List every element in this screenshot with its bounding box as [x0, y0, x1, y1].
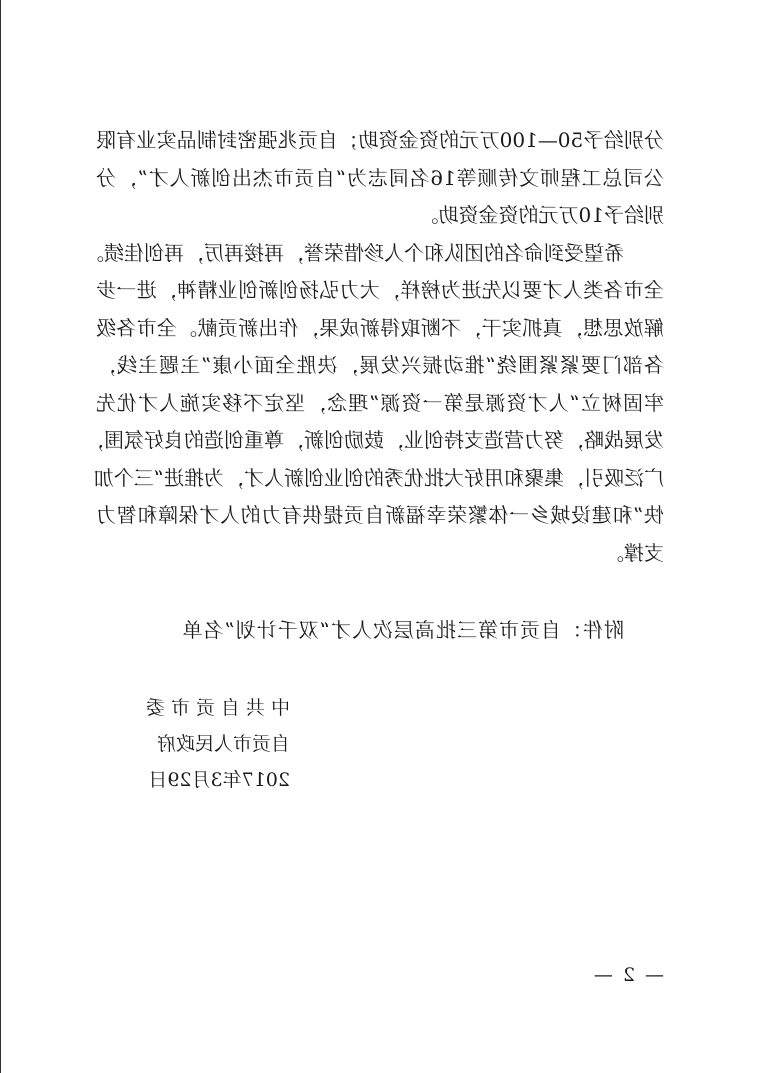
signature-block — [140, 690, 290, 798]
body-line-8: 牢固树立“人才资源是第一资源”理念，坚定不移实施人才优先 — [96, 390, 664, 415]
signature-date: 2017年3月29日 — [148, 769, 290, 791]
body-line-1: 分别给予50—100万元的资金资助；自贡兆强密封制品实业有限 — [96, 128, 664, 152]
body-line-6: 解放思想，真抓实干，不断取得新成果，作出新贡献。全市各级 — [96, 315, 664, 340]
signature-org-government: 自贡市人民政府 — [156, 733, 290, 755]
page-number: — 2 — — [591, 964, 664, 986]
body-line-9: 发展战略，努力营造支持创业，鼓励创新，尊重创造的良好氛围， — [84, 428, 664, 452]
body-line-3: 别给予10万元的资金资助。 — [418, 203, 664, 227]
body-line-4: 希望受到命名的团队和个人珍惜荣誉，再接再厉，再创佳绩。 — [84, 240, 624, 265]
body-line-5: 全市各类人才要以先进为榜样，大力弘扬创新创业精神，进一步 — [96, 278, 664, 302]
signature-org-party: 中共自贡市委 — [139, 697, 290, 719]
body-line-10: 广泛吸引，集聚和用好大批优秀的创业创新人才，为推进“三个加 — [93, 465, 664, 490]
body-line-7: 各部门要紧紧围绕“推动振兴发展，决胜全面小康”主题主线， — [96, 353, 664, 377]
body-text — [84, 122, 664, 572]
body-line-2: 公司总工程师文传顺等16名同志为“自贡市杰出创新人才”，分 — [96, 165, 664, 190]
attachment-note: 附件：自贡市第三批高层次人才“双千计划”名单 — [181, 618, 624, 642]
body-line-12: 支撑。 — [604, 540, 664, 565]
body-line-11: 快”和建设城乡一体繁荣幸福新自贡提供有力的人才保障和智力 — [96, 503, 664, 527]
